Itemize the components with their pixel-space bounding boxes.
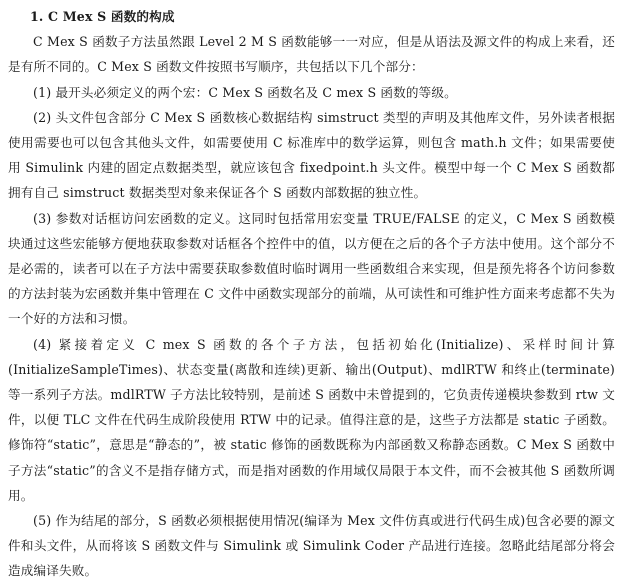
paragraph-item-2: (2) 头文件包含部分 C Mex S 函数核心数据结构 simstruct 类型的声明及其他库文件，另外读者根据使用需要也可以包含其他头文件，如需要使用 C 标准库中的数学运算，则包含 math.h 文件；如果需要使用 Simulink 内建的固定点数据类型，就应该包含 fixedpoint.h 头文件。模型中每一个 C Mex S 函数都拥有自己 simstruct 数据类型对象来保证各个 S 函数内部数据的独立性。 (8, 109, 615, 201)
paragraph-item-5: (5) 作为结尾的部分，S 函数必须根据使用情况(编译为 Mex 文件仿真或进行代码生成)包含必要的源文件和头文件，从而将该 S 函数文件与 Simulink 或 Simulink Coder 产品进行连接。忽略此结尾部分将会造成编译失败。 (8, 513, 615, 579)
paragraph-item-4: (4) 紧接着定义 C mex S 函数的各个子方法，包括初始化(Initialize)、采样时间计算(InitializeSampleTimes)、状态变量(离散和连续)更新、输出(Output)、mdlRTW 和终止(terminate)等一系列子方法。mdlRTW 子方法比较特别，是前述 S 函数中未曾提到的，它负责传递模块参数到 rtw 文件，以便 TLC 文件在代码生成阶段使用 RTW 中的记录。值得注意的是，这些子方法都是 static 子函数。修饰符“static”，意思是“静态的”，被 static 修饰的函数既称为内部函数又称静态函数。C Mex S 函数中子方法“static”的含义不是指存储方式，而是指对函数的作用域仅局限于本文件，而不会被其他 S 函数所调用。 (8, 336, 615, 503)
section-heading: 1. C Mex S 函数的构成 (30, 9, 175, 24)
paragraph-item-3: (3) 参数对话框访问宏函数的定义。这同时包括常用宏变量 TRUE/FALSE 的定义，C Mex S 函数模块通过这些宏能够方便地获取参数对话框各个控件中的值，以方便在之后的各个子方法中使用。这个部分不是必需的，读者可以在子方法中需要获取参数值时临时调用一些函数组合来实现，但是预先将各个访问参数的方法封装为宏函数并集中管理在 C 文件中函数实现部分的前端，从可读性和可维护性方面来考虑都不失为一个好的方法和习惯。 (8, 210, 615, 327)
paragraph-intro: C Mex S 函数子方法虽然跟 Level 2 M S 函数能够一一对应，但是从语法及源文件的构成上来看，还是有所不同的。C Mex S 函数文件按照书写顺序，共包括以下几个部分： (8, 34, 615, 75)
paragraph-item-1: (1) 最开头必须定义的两个宏：C Mex S 函数名及 C mex S 函数的等级。 (33, 84, 457, 100)
